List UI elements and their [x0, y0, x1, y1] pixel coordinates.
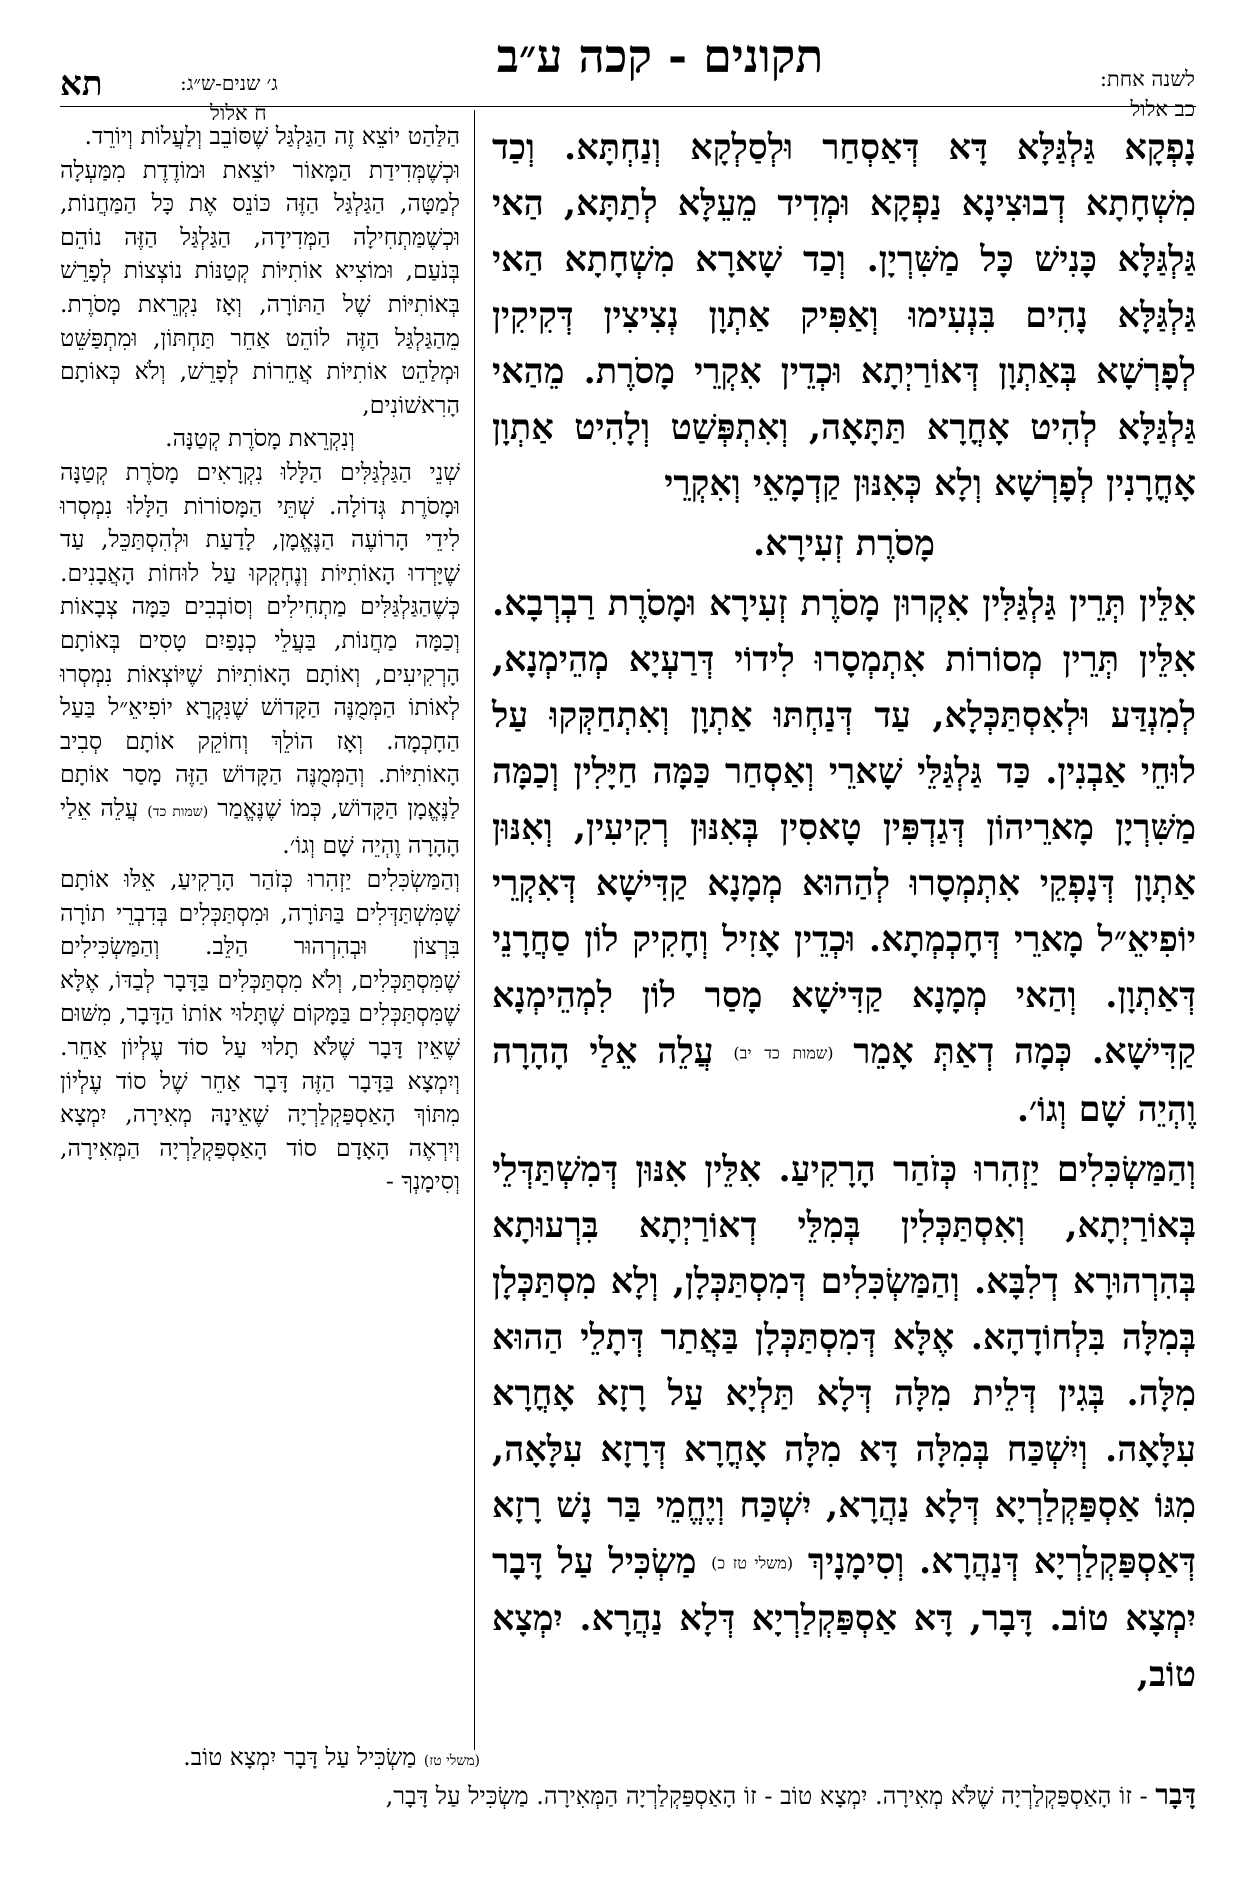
page-title: תקונים - קכה ע״ב — [496, 29, 824, 83]
side-citation-1: (שמות כד) — [147, 803, 209, 820]
main-paragraph-1-text: נָפְקָא גַּלְגַּלָּא דָּא דְּאַסְחַר וּלְסַלְקָא וְנַחְתָּא. וְכַד מִשְׁחָתָא דְבוּצִינָא נַפְקָא וּמְדִיד מֵעֵלָּא לְתַתָּא, הַאי גַּלְגַּלָּא כָּנִישׁ כָּל מַשִּׁרְיָן. וְכַד שָׁארָא מִשְׁחָתָא הַאי גַּלְגַּלָּא נָהִים בִּנְעִימוּ וְאַפִּיק אַתְוָן נְצִיצִין דְּקִיקִין לְפָרְשָׁא בְּאַתְוָן דְּאוֹרַיְתָא וּכְדֵין אִקְרֵי מָסֹרֶת. מֵהַאי גַּלְגַּלָּא לְהִיט אָחֳרָא תַּתָּאָה, וְאִתְפְּשַׁט וְלָהִיט אַתְוָן אָחֳרָנִין לְפָרְשָׁא וְלָא כְּאִנּוּן קַדְמָאֵי וְאִקְרֵי — [492, 127, 1196, 504]
side-paragraph-4 — [60, 863, 460, 1199]
translation-column — [60, 120, 460, 1740]
side-paragraph-3-end: עֲלֵה אֵלַי הָהָרָה וֶהְיֵה שָׁם וְגוֹ׳. — [60, 793, 460, 860]
side-paragraph-1: הַלַּהַט יוֹצֵא זֶה הַגַּלְגַּל שֶׁסּוֹבֵב וְלַעֲלוֹת וְיוֹרֵד. — [84, 122, 460, 150]
side-citation-2: (משלי טז) — [423, 1753, 480, 1769]
main-citation-2: (משלי טז כ) — [711, 1553, 794, 1572]
side-paragraph-3-text: שְׁנֵי הַגַּלְגַּלִּים הַלָּלוּ נִקְרָאִים מָסֹרֶת קְטַנָּה וּמָסֹרֶת גְּדוֹלָה. שְׁתֵּי הַמָּסוֹרוֹת הַלָּלוּ נִמְסְרוּ לִידֵי הָרוֹעֶה הַנֶּאֱמָן, לָדַעַת וּלְהִסְתַּכֵּל, עַד שֶׁיָּרְדוּ הָאוֹתִיּוֹת וְנֶחְקְקוּ עַל לוּחוֹת הָאֲבָנִים. כְּשֶׁהַגַּלְגַּלִּים מַתְחִילִים וְסוֹבְבִים כַּמָּה צְבָאוֹת וְכַמָּה מַחֲנוֹת, בַּעֲלֵי כְנָפַיִם טָסִים בְּאוֹתָם הָרְקִיעִים, וְאוֹתָם הָאוֹתִיּוֹת שֶׁיּוֹצְאוֹת נִמְסְרוּ לְאוֹתוֹ הַמְּמֻנֶּה הַקָּדוֹשׁ שֶׁנִּקְרָא יוֹפִיאֵ״ל בַּעַל הַחָכְמָה. וְאָז הוֹלֵךְ וְחוֹקֵק אוֹתָם סְבִיב הָאוֹתִיּוֹת. וְהַמְּמֻנֶּה הַקָּדוֹשׁ הַזֶּה מָסַר אוֹתָם לַנֶּאֱמָן הַקָּדוֹשׁ, כְּמוֹ שֶׁנֶּאֱמַר — [60, 457, 460, 822]
main-paragraph-3-end: מַשְׂכִּיל עַל דָּבָר יִמְצָא טוֹב. דָּבָר, דָּא אַסְפַּקְלַרְיָא דְּלָא נַהֲרָא. יִמְצָא טוֹב, — [492, 1540, 1196, 1695]
page-number: תא — [60, 64, 103, 104]
bottom-text: - זוֹ הָאַסְפַּקְלַרְיָה שֶׁלֹּא מְאִירָה. יִמְצָא טוֹב - זוֹ הָאַסְפַּקְלַרְיָה הַמְּאִירָה. מַשְׂכִּיל עַל דָּבָר, — [385, 1782, 1156, 1810]
side-paragraph-4-end — [60, 1740, 480, 1778]
header-left-schedule: ג׳ שנים-ש״ג: — [180, 71, 278, 95]
bottom-lead-word: דָּבָר — [1155, 1778, 1196, 1811]
bottom-line — [60, 1778, 1196, 1813]
main-paragraph-2 — [492, 576, 1196, 1138]
main-paragraph-1-end-text: מָסֹרֶת זְעִירָא. — [753, 523, 935, 564]
main-paragraph-3 — [492, 1142, 1196, 1704]
main-paragraph-3-text: וְהַמַּשְׂכִּלִים יַזְהִרוּ כְּזֹהַר הָרָקִיעַ. אִלֵּין אִנּוּן דְּמִשְׁתַּדְּלֵי בְּאוֹרַיְתָא, וְאִסְתַּכְּלִין בְּמִלֵּי דְאוֹרַיְתָא בִּרְעוּתָא בְּהִרְהוּרָא דְלִבָּא. וְהַמַּשְׂכִּלִים דְּמִסְתַּכְּלָן, וְלָא מִסְתַּכְּלָן בְּמִלָּה בִּלְחוֹדָהָא. אֶלָּא דְּמִסְתַּכְּלָן בַּאֲתַר דְּתָלֵי הַהוּא מִלָּה. בְּגִין דְּלֵית מִלָּה דְּלָא תַּלְיָא עַל רָזָא אָחֳרָא עִלָּאָה. וְיִשְׁכַּח בְּמִלָּה דָּא מִלָּה אָחֳרָא דְּרָזָא עִלָּאָה, מִגּוֹ אַסְפַּקְלַרְיָא דְּלָא נַהֲרָא, יִשְׁכַּח וְיֶחֱמֵי בַּר נָשׁ רָזָא דְּאַסְפַּקְלַרְיָא דְּנַהֲרָא. וְסִימָנָיךְ — [492, 1148, 1197, 1582]
main-paragraph-2-end: עֲלֵה אֵלַי הָהָרָה וֶהְיֵה שָׁם וְגוֹ׳. — [492, 1031, 1196, 1130]
main-citation-1: (שמות כד יב) — [733, 1043, 834, 1063]
side-paragraph-2-text: וּכְשֶׁמְּדִידַת הַמָּאוֹר יוֹצֵאת וּמוֹדֶדֶת מִמַּעְלָה לְמַטָּה, הַגַּלְגַּל הַזֶּה כּוֹנֵס אֶת כָּל הַמַּחֲנוֹת, וּכְשֶׁמַּתְחִילָה הַמְּדִידָה, הַגַּלְגַּל הַזֶּה נוֹהֵם בְּנֹעַם, וּמוֹצִיא אוֹתִיּוֹת קְטַנּוֹת נוֹצְצוֹת לְפָרֵשׁ בְּאוֹתִיּוֹת שֶׁל הַתּוֹרָה, וְאָז נִקְרֵאת מָסֹרֶת. מֵהַגַּלְגַּל הַזֶּה לוֹהֵט אַחֵר תַּחְתּוֹן, וּמִתְפַּשֵּׁט וּמְלַהֵט אוֹתִיּוֹת אֲחֵרוֹת לְפָרֵשׁ, וְלֹא כְּאוֹתָם הָרִאשׁוֹנִים, — [60, 155, 460, 419]
header-rule — [60, 106, 1196, 107]
column-divider — [474, 110, 475, 1750]
side-paragraph-2-end: וְנִקְרֵאת מָסֹרֶת קְטַנָּה. — [165, 424, 355, 453]
main-paragraph-1-end — [492, 516, 1196, 572]
side-paragraph-2 — [60, 154, 460, 423]
side-paragraph-4-text: וְהַמַּשְׂכִּלִים יַזְהִרוּ כְּזֹהַר הָרָקִיעַ, אֵלּוּ אוֹתָם שֶׁמִּשְׁתַּדְּלִים בַּתּוֹרָה, וּמִסְתַּכְּלִים בְּדִבְרֵי תוֹרָה בִּרְצוֹן וּבְהִרְהוּר הַלֵּב. וְהַמַּשְׂכִּילִים שֶׁמִּסְתַּכְּלִים, וְלֹא מִסְתַּכְּלִים בַּדָּבָר לְבַדּוֹ, אֶלָּא שֶׁמִּסְתַּכְּלִים בַּמָּקוֹם שֶׁתָּלוּי אוֹתוֹ הַדָּבָר, מִשּׁוּם שֶׁאֵין דָּבָר שֶׁלֹּא תָלוּי עַל סוֹד עֶלְיוֹן אַחֵר. וְיִמְצָא בַּדָּבָר הַזֶּה דָּבָר אַחֵר שֶׁל סוֹד עֶלְיוֹן מִתּוֹךְ הָאַסְפַּקְלַרְיָה שֶׁאֵינָהּ מְאִירָה, יִמְצָא וְיִרְאֶה הָאָדָם סוֹד הָאַסְפַּקְלַרְיָה הַמְּאִירָה, וְסִימָנְךָ - — [60, 865, 460, 1196]
side-paragraph-4-end-text: מַשְׂכִּיל עַל דָּבָר יִמְצָא טוֹב. — [183, 1743, 417, 1771]
header-right-schedule: לשנה אחת: — [1099, 67, 1195, 91]
side-paragraph-3 — [60, 456, 460, 863]
main-paragraph-2-text: אִלֵּין תְּרֵין גַּלְגַּלִּין אִקְרוּן מָסֹרֶת זְעִירָא וּמָסֹרֶת רַבְרְבָא. אִלֵּין תְּרֵין מְסוֹרוֹת אִתְמְסָרוּ לִידוֹי דְּרַעְיָא מְהֵימְנָא, לְמִנְדַּע וּלְאִסְתַּכְּלָא, עַד דְּנַחְתּוּ אַתְוָן וְאִתְחַקְּקוּ עַל לוּחֵי אַבְנִין. כַּד גַּלְגַּלֵּי שָׁארֵי וְאַסְחַר כַּמָּה חַיָּלִין וְכַמָּה מַשִּׁרְיָן מָארֵיהוֹן דְּגַדְפִּין טָאסִין בְּאִנּוּן רְקִיעִין, וְאִנּוּן אַתְוָן דְּנָפְקֵי אִתְמְסָרוּ לְהַהוּא מְמָנָא קַדִּישָׁא דְּאִקְרֵי יוֹפִיאֵ״ל מָארֵי דְּחָכְמְתָא. וּכְדֵין אָזִיל וְחָקִיק לוֹן סַחֲרָנֵי דְּאַתְוָן. וְהַאי מְמָנָא קַדִּישָׁא מָסַר לוֹן לִמְהֵימְנָא קַדִּישָׁא. כְּמָה דְאַתְּ אָמֵר — [492, 583, 1196, 1072]
main-paragraph-1 — [492, 120, 1196, 512]
header-left-date: ח אלול — [210, 101, 267, 125]
header-right-date: כב אלול — [1130, 97, 1195, 121]
main-text-column — [492, 120, 1196, 1740]
